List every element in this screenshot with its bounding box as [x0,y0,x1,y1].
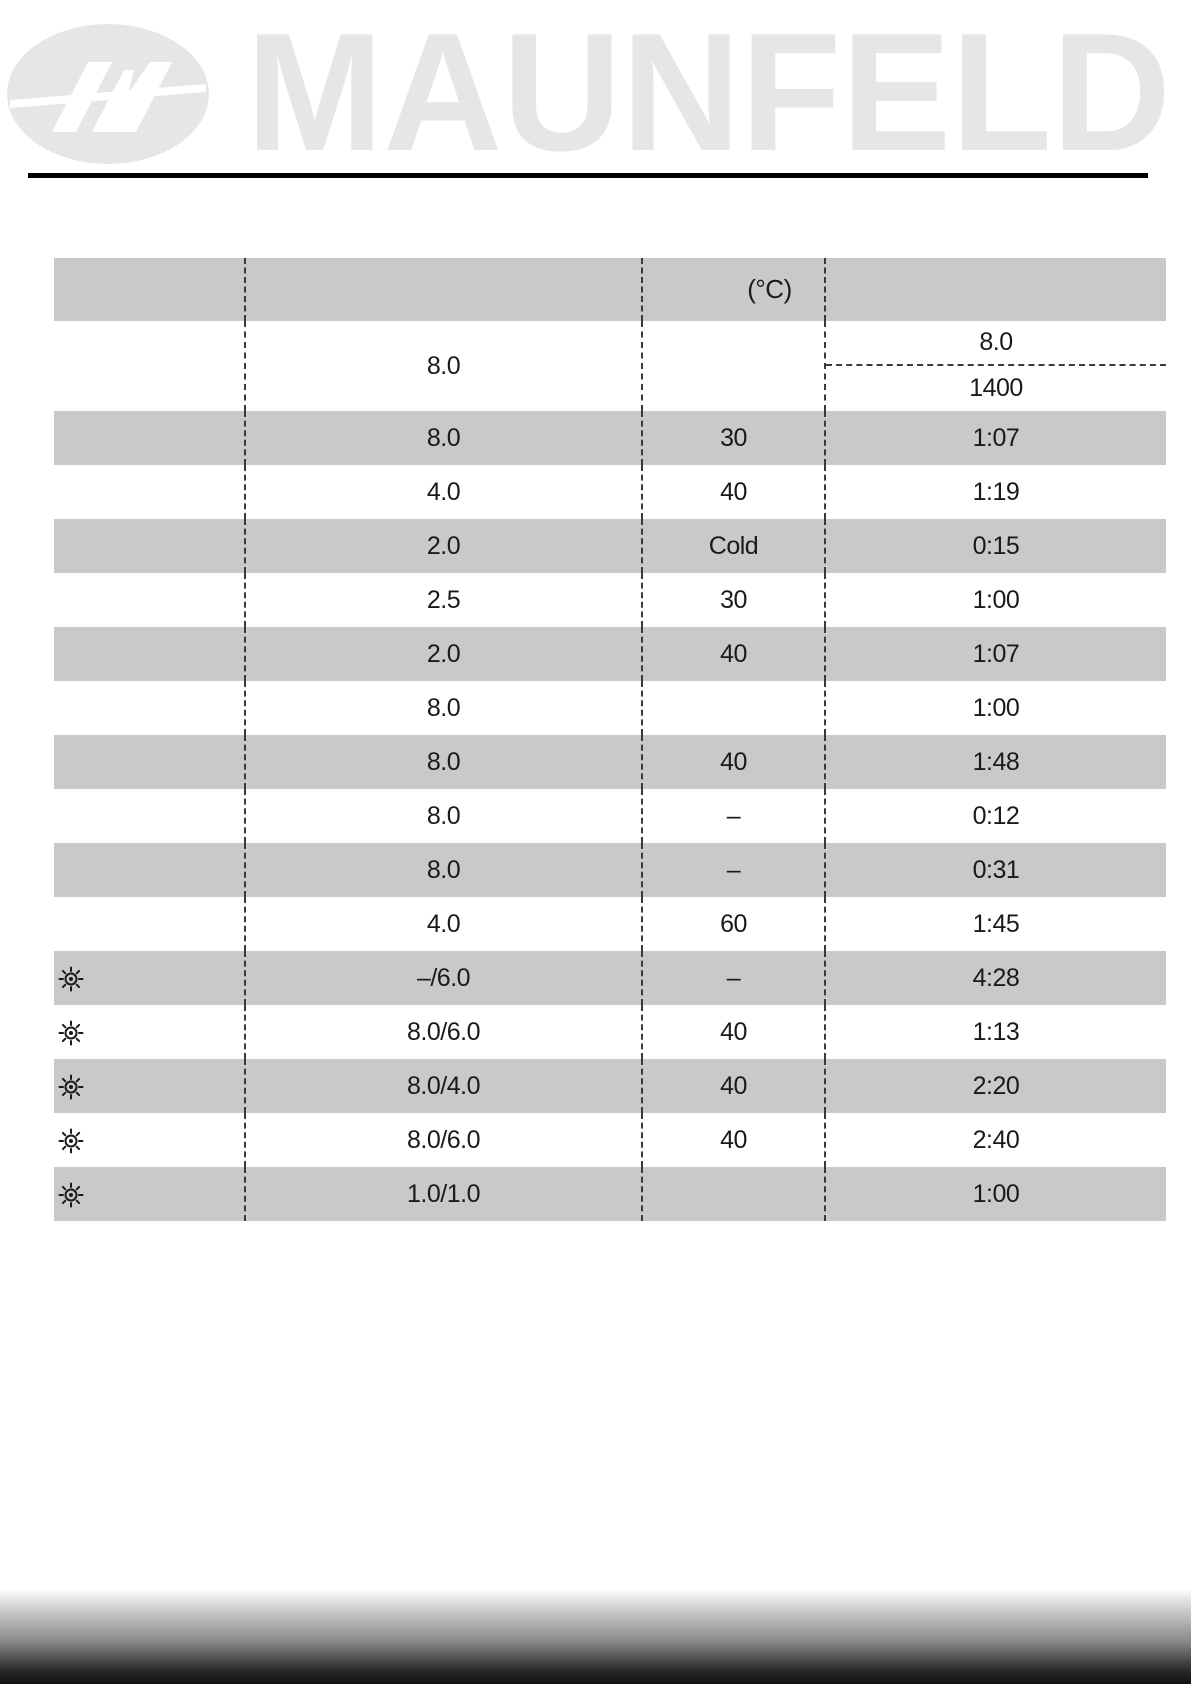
cell-temperature: – [642,951,825,1005]
maunfeld-logo [0,0,1191,170]
cell-load: 8.0/6.0 [245,1005,642,1059]
temperature-unit-label: (°C) [747,274,792,304]
cell-time: 1:00 [825,573,1166,627]
cell-time: 1:00 [825,681,1166,735]
table-header-row [54,258,1166,321]
cell-time: 4:28 [825,951,1166,1005]
cell-load: 8.0 [245,411,642,465]
cell-load: –/6.0 [245,951,642,1005]
table-row [54,465,1166,519]
cell-temperature: 60 [642,897,825,951]
cell-temperature: 40 [642,735,825,789]
cell-programme [54,789,245,843]
table-row [54,1167,1166,1221]
table-row [54,735,1166,789]
cell-load: 8.0 [245,843,642,897]
cell-temperature: 40 [642,1059,825,1113]
header-cell-temperature [642,258,825,321]
sun-icon [58,1020,84,1046]
cell-time: 0:31 [825,843,1166,897]
cell-load: 4.0 [245,897,642,951]
cell-programme [54,681,245,735]
brand-wordmark: MAUNFELD [246,0,1171,170]
cell-programme [54,1005,245,1059]
table-row [54,1113,1166,1167]
cell-programme [54,735,245,789]
header-cell-programme [54,258,245,321]
cell-temperature: 30 [642,573,825,627]
cell-load: 8.0 [245,321,642,411]
cell-load: 8.0/6.0 [245,1113,642,1167]
header-rule [28,173,1148,178]
cell-load: 8.0 [245,735,642,789]
cell-programme [54,1113,245,1167]
table-row [54,321,1166,411]
cell-temperature [642,321,825,411]
cell-time: 1:00 [825,1167,1166,1221]
cell-temperature: 40 [642,627,825,681]
cell-load: 4.0 [245,465,642,519]
table-row [54,897,1166,951]
programme-table [54,258,1166,1221]
cell-programme [54,321,245,411]
cell-time: 0:12 [825,789,1166,843]
cell-time: 1:07 [825,627,1166,681]
table-row [54,843,1166,897]
cell-temperature: 40 [642,1005,825,1059]
cell-temperature: 30 [642,411,825,465]
cell-programme [54,843,245,897]
cell-time: 1:13 [825,1005,1166,1059]
cell-programme [54,519,245,573]
table-row [54,951,1166,1005]
cell-programme [54,573,245,627]
sun-icon [58,1074,84,1100]
table-row [54,573,1166,627]
sun-icon [58,1182,84,1208]
table-row [54,411,1166,465]
sun-icon [58,1128,84,1154]
cell-programme [54,951,245,1005]
cell-temperature [642,681,825,735]
table-row [54,1059,1166,1113]
cell-time: 1:48 [825,735,1166,789]
cell-programme [54,1167,245,1221]
cell-load: 2.0 [245,519,642,573]
cell-temperature: 40 [642,1113,825,1167]
cell-programme [54,465,245,519]
cell-time: 1:07 [825,411,1166,465]
cell-temperature [642,1167,825,1221]
cell-split-top: 8.0 [826,321,1166,366]
cell-load: 2.0 [245,627,642,681]
cell-time: 1:19 [825,465,1166,519]
cell-programme [54,411,245,465]
cell-time: 2:40 [825,1113,1166,1167]
cell-programme [54,627,245,681]
cell-load: 2.5 [245,573,642,627]
table-row [54,789,1166,843]
cell-load: 1.0/1.0 [245,1167,642,1221]
footer-gradient-band [0,1588,1191,1684]
cell-split [825,321,1166,411]
sun-icon [58,966,84,992]
cell-temperature: – [642,789,825,843]
header-cell-time [825,258,1166,321]
cell-split-bottom: 1400 [969,374,1023,402]
cell-time: 0:15 [825,519,1166,573]
table-row [54,1005,1166,1059]
cell-load: 8.0 [245,789,642,843]
cell-programme [54,1059,245,1113]
header-cell-load [245,258,642,321]
brand-header [0,0,1191,170]
cell-load: 8.0 [245,681,642,735]
table-row [54,519,1166,573]
cell-temperature: 40 [642,465,825,519]
table-row [54,681,1166,735]
cell-load: 8.0/4.0 [245,1059,642,1113]
cell-time: 2:20 [825,1059,1166,1113]
cell-programme [54,897,245,951]
cell-temperature: Cold [642,519,825,573]
cell-time: 1:45 [825,897,1166,951]
cell-temperature: – [642,843,825,897]
table-row [54,627,1166,681]
